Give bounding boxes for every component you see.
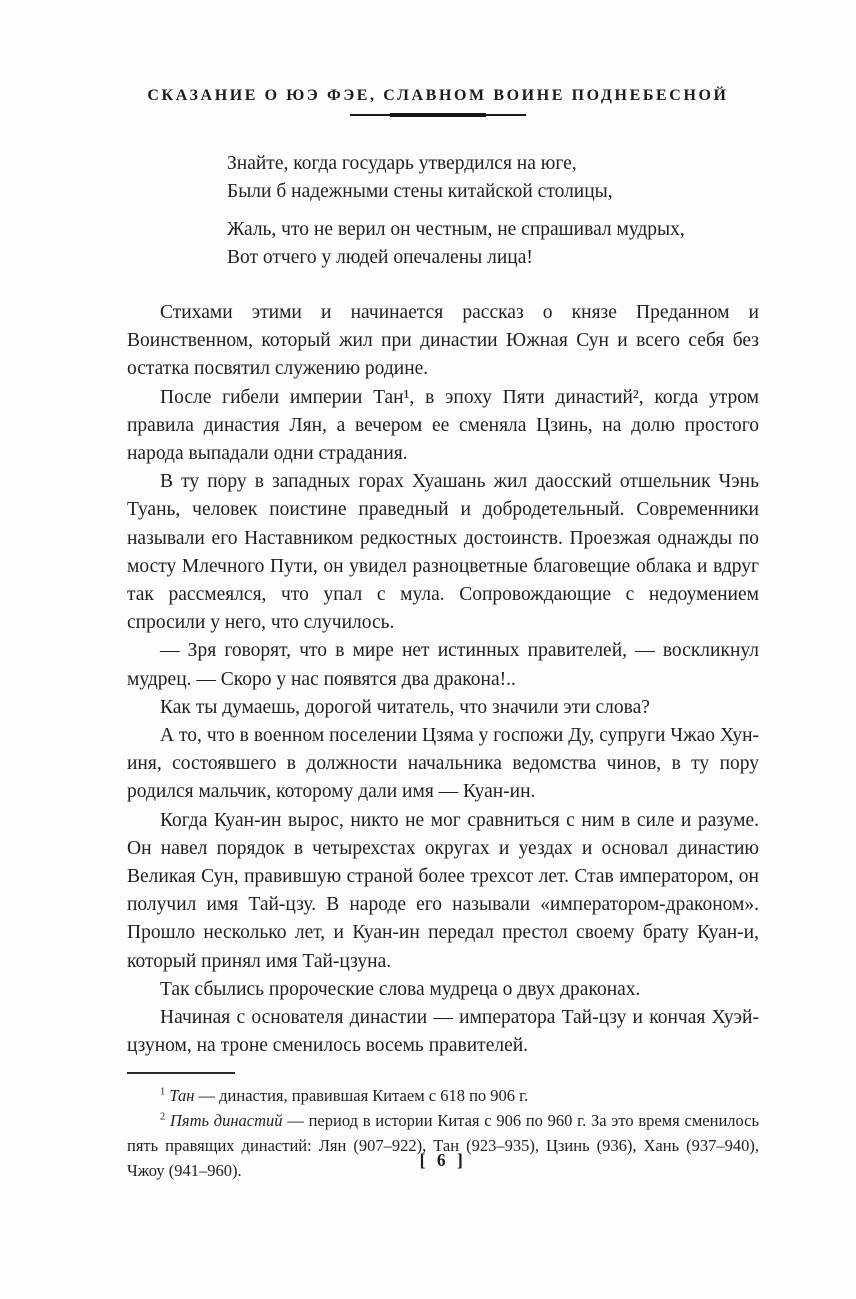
page-footer — [127, 1150, 759, 1171]
poem-line: Жаль, что не верил он честным, не спрашивал мудрых, — [227, 219, 685, 240]
page-number: [ 6 ] — [419, 1150, 467, 1170]
rule-thick-line — [390, 113, 486, 117]
poem-stanza-1 — [227, 150, 856, 206]
footnote-text: — династия, правившая Китаем с 618 по 906 г. — [198, 1085, 529, 1105]
footnote-separator — [127, 1072, 235, 1074]
paragraph-1: Стихами этими и начинается рассказ о князе Преданном и Воинственном, который жил при династии Южная Сун и всего себя без остатка посвятил служению родине. — [127, 302, 759, 380]
paragraph-2: После гибели империи Тан¹, в эпоху Пяти династий², когда утром правила династия Лян, а вечером ее сменяла Цзинь, на долю простого народа выпадали одни страдания. — [127, 386, 759, 465]
title-ornament-rule — [350, 113, 526, 118]
footnote-marker: 1 — [160, 1086, 166, 1098]
footnote-1 — [127, 1083, 759, 1108]
paragraph-7: Когда Куан-ин вырос, никто не мог сравниться с ним в силе и разуме. Он навел порядок в четырехстах округах и уездах и основал династию Великая Сун, правившую страной более трехсот лет. Став императором, он получил имя Тай-цзу. В народе его называли «императором-драконом». Прошло несколько лет, и Куан-ин передал престол своему брату Куан-и, который принял имя Тай-цзуна. — [127, 809, 759, 972]
footnote-text: — период в истории Китая с 906 по 960 г. За это время сменилось пять правящих династий: Лян (907–922), Тан (923–935), Цзинь (936), Хань (937–940), Чжоу (941–960). — [127, 1110, 760, 1180]
paragraph-3: В ту пору в западных горах Хуашань жил даосский отшельник Чэнь Туань, человек поистине праведный и добродетельный. Современники называли его Наставником редкостных достоинств. Проезжая однажды по мосту Млечного Пути, он увидел разноцветные благовещие облака и вдруг так рассмеялся, что упал с мула. Сопровождающие с недоумением спросили у него, что случилось. — [127, 471, 759, 634]
main-text — [127, 299, 759, 1060]
footnote-marker: 2 — [160, 1111, 166, 1123]
footnote-term: Пять династий — [170, 1110, 283, 1130]
paragraph-6: А то, что в военном поселении Цзяма у госпожи Ду, супруги Чжао Хун-иня, состоявшего в должности начальника ведомства чинов, в ту пору родился мальчик, которому дали имя — Куан-ин. — [127, 725, 759, 803]
poem-line: Вот отчего у людей опечалены лица! — [227, 247, 533, 268]
running-head — [122, 0, 754, 118]
page-title: СКАЗАНИЕ О ЮЭ ФЭЕ, СЛАВНОМ ВОИНЕ ПОДНЕБЕСНОЙ — [147, 87, 729, 104]
footnote-term: Тан — [169, 1085, 195, 1105]
footnote-2 — [127, 1108, 759, 1183]
poem-line: Были б надежными стены китайской столицы, — [227, 181, 613, 202]
paragraph-4: — Зря говорят, что в мире нет истинных правителей, — воскликнул мудрец. — Скоро у нас появятся два дракона!.. — [127, 640, 759, 690]
paragraph-5: Как ты думаешь, дорогой читатель, что значили эти слова? — [160, 696, 650, 718]
epigraph-poem — [227, 150, 856, 272]
paragraph-9: Начиная с основателя династии — императора Тай-цзу и кончая Хуэй-цзуном, на троне сменилось восемь правителей. — [127, 1007, 759, 1057]
paragraph-8: Так сбылись пророческие слова мудреца о двух драконах. — [160, 978, 641, 1000]
poem-line: Знайте, когда государь утвердился на юге, — [227, 153, 577, 174]
poem-stanza-2 — [227, 216, 856, 272]
